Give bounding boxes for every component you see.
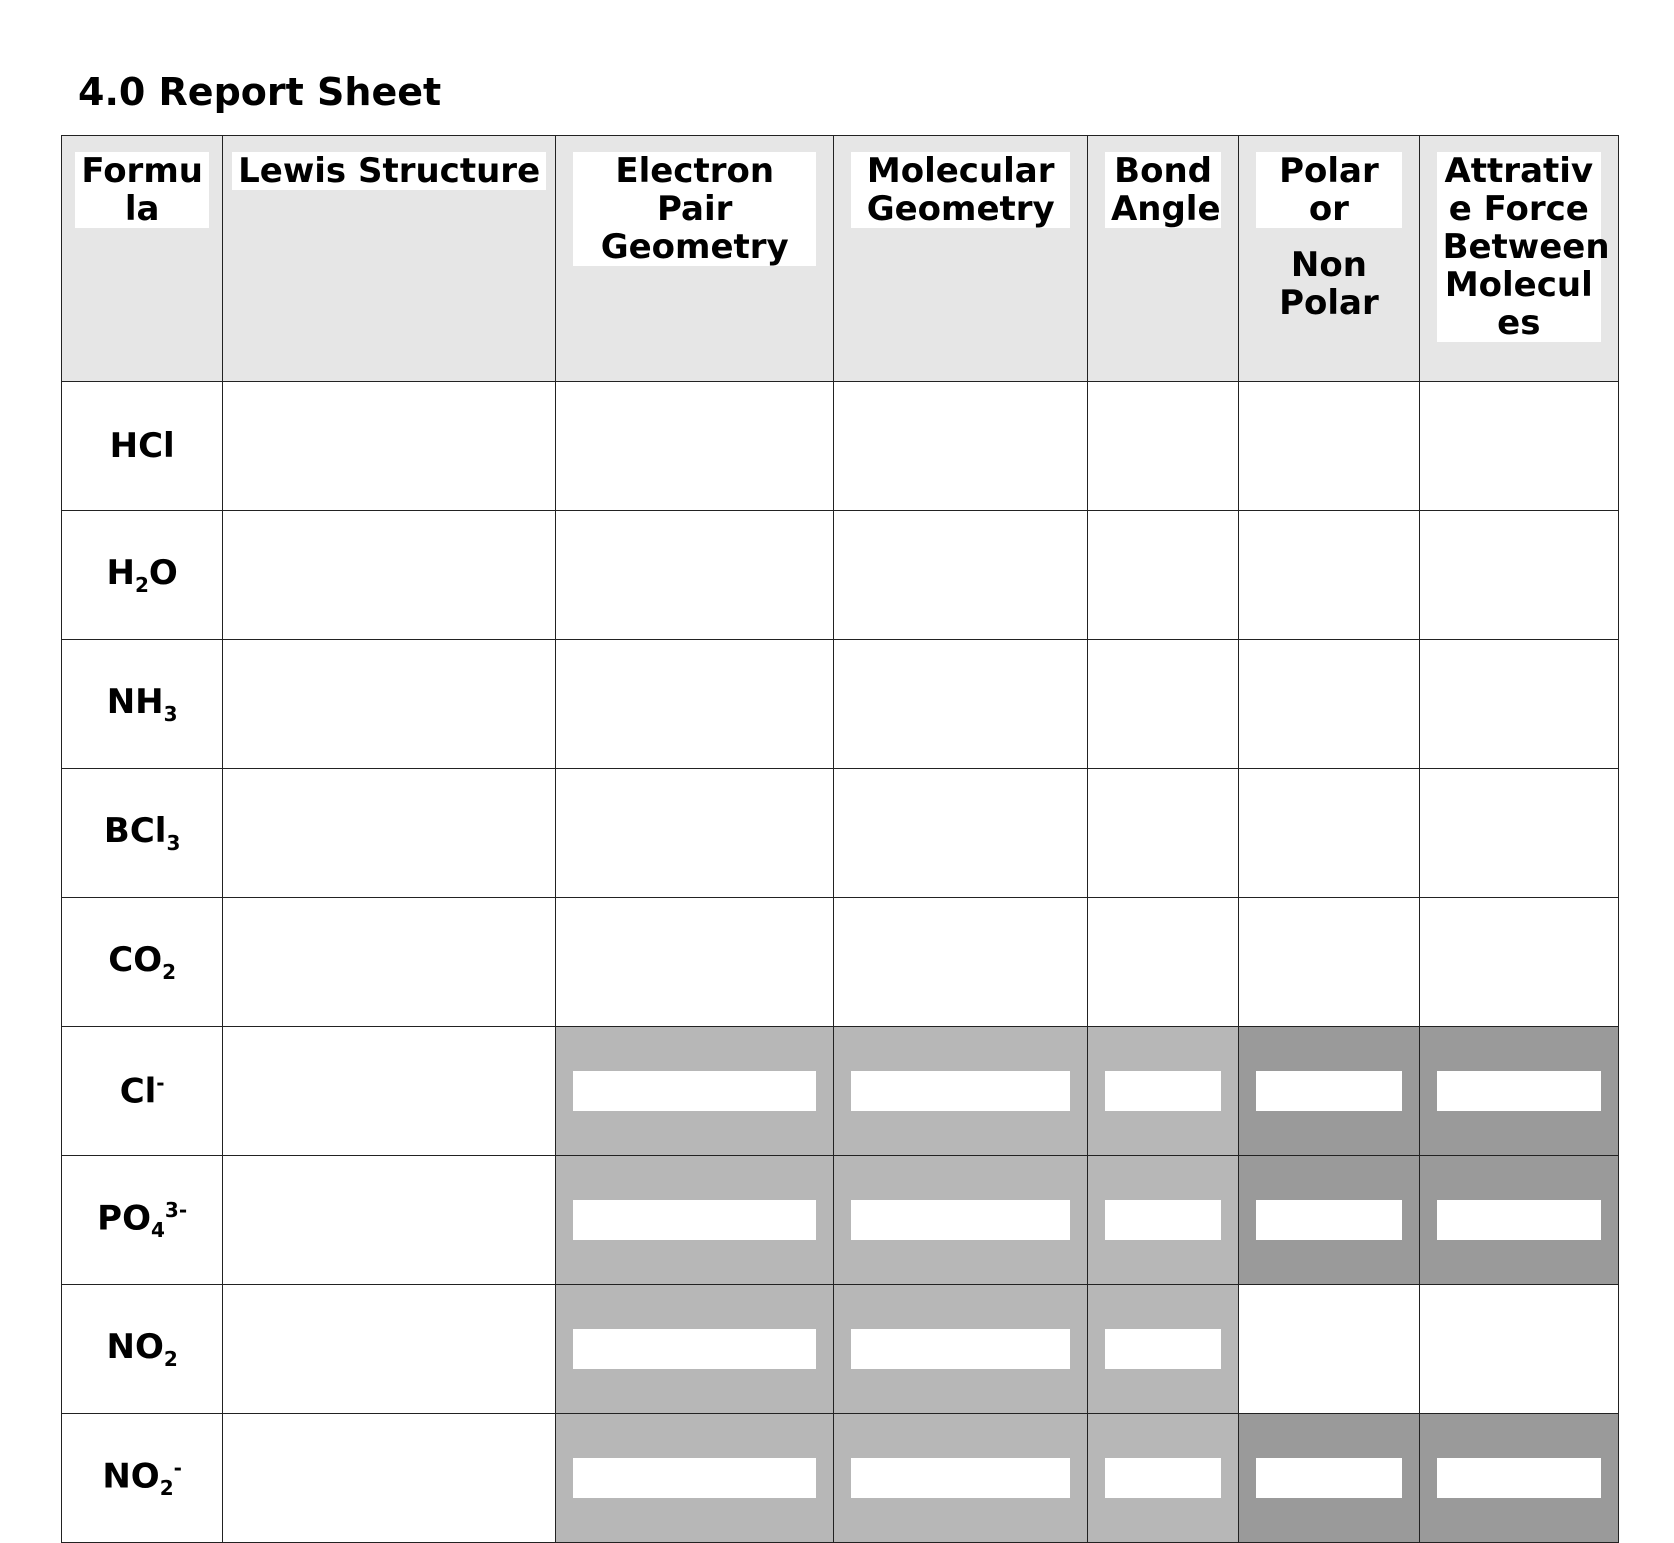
molecular-geometry-cell [834, 1285, 1087, 1414]
header-polarity: Polar or Non Polar [1239, 136, 1419, 382]
header-molecular-geometry: Molecular Geometry [834, 136, 1087, 382]
lewis-structure-cell[interactable] [223, 511, 556, 640]
molecular-geometry-input[interactable] [851, 1200, 1069, 1240]
molecular-geometry-cell [834, 1414, 1087, 1543]
molecular-geometry-cell [834, 1156, 1087, 1285]
page-title: 4.0 Report Sheet [78, 70, 442, 114]
molecular-geometry-cell [834, 1027, 1087, 1156]
polarity-input[interactable] [1256, 1071, 1401, 1111]
attractive-force-cell [1419, 1156, 1618, 1285]
electron-pair-cell[interactable] [555, 511, 834, 640]
electron-pair-cell[interactable] [555, 898, 834, 1027]
bond-angle-cell[interactable] [1087, 898, 1238, 1027]
lewis-structure-cell[interactable] [223, 1414, 556, 1543]
polarity-cell[interactable] [1239, 898, 1419, 1027]
electron-pair-input[interactable] [573, 1071, 817, 1111]
table-row-bcl3 [62, 769, 1619, 898]
lewis-structure-cell[interactable] [223, 769, 556, 898]
attractive-force-cell [1419, 1027, 1618, 1156]
bond-angle-input[interactable] [1105, 1329, 1221, 1369]
table-row-no2-ion [62, 1414, 1619, 1543]
attractive-force-cell[interactable] [1419, 769, 1618, 898]
bond-angle-cell[interactable] [1087, 769, 1238, 898]
formula-cell: HCl [62, 382, 223, 511]
formula-cell: BCl$_3$ [62, 769, 223, 898]
molecular-geometry-cell[interactable] [834, 382, 1087, 511]
bond-angle-cell [1087, 1285, 1238, 1414]
table-row-h2o [62, 511, 1619, 640]
table-row-no2 [62, 1285, 1619, 1414]
polarity-cell [1239, 1156, 1419, 1285]
formula-cell: $CO_2$ [62, 898, 223, 1027]
lewis-structure-cell[interactable] [223, 898, 556, 1027]
bond-angle-cell [1087, 1156, 1238, 1285]
polarity-cell[interactable] [1239, 640, 1419, 769]
polarity-cell[interactable] [1239, 1285, 1419, 1414]
formula-cell: $NO_2$ [62, 1285, 223, 1414]
molecular-geometry-cell[interactable] [834, 511, 1087, 640]
formula-cell: Cl- [62, 1027, 223, 1156]
report-table [61, 135, 1619, 1543]
electron-pair-cell [555, 1414, 834, 1543]
electron-pair-cell [555, 1027, 834, 1156]
attractive-force-cell[interactable] [1419, 511, 1618, 640]
polarity-input[interactable] [1256, 1458, 1401, 1498]
lewis-structure-cell[interactable] [223, 1027, 556, 1156]
lewis-structure-cell[interactable] [223, 1156, 556, 1285]
attractive-force-input[interactable] [1437, 1200, 1601, 1240]
electron-pair-cell [555, 1285, 834, 1414]
molecular-geometry-input[interactable] [851, 1071, 1069, 1111]
polarity-cell[interactable] [1239, 511, 1419, 640]
attractive-force-cell[interactable] [1419, 382, 1618, 511]
polarity-cell [1239, 1027, 1419, 1156]
table-row-cl-ion [62, 1027, 1619, 1156]
attractive-force-cell[interactable] [1419, 1285, 1618, 1414]
header-row [62, 136, 1619, 382]
lewis-structure-cell[interactable] [223, 1285, 556, 1414]
header-bond-angle: Bond Angle [1087, 136, 1238, 382]
table-row-nh3 [62, 640, 1619, 769]
electron-pair-cell[interactable] [555, 640, 834, 769]
lewis-structure-cell[interactable] [223, 640, 556, 769]
electron-pair-input[interactable] [573, 1200, 817, 1240]
bond-angle-cell[interactable] [1087, 511, 1238, 640]
molecular-geometry-cell[interactable] [834, 769, 1087, 898]
polarity-cell [1239, 1414, 1419, 1543]
header-lewis-structure: Lewis Structure [223, 136, 556, 382]
bond-angle-cell[interactable] [1087, 382, 1238, 511]
header-formula: Formu la [62, 136, 223, 382]
attractive-force-cell [1419, 1414, 1618, 1543]
bond-angle-cell[interactable] [1087, 640, 1238, 769]
polarity-cell[interactable] [1239, 382, 1419, 511]
formula-cell: $NH_3$ [62, 640, 223, 769]
attractive-force-cell[interactable] [1419, 898, 1618, 1027]
formula-cell: $H_2O$ [62, 511, 223, 640]
electron-pair-cell[interactable] [555, 769, 834, 898]
bond-angle-input[interactable] [1105, 1458, 1221, 1498]
molecular-geometry-cell[interactable] [834, 898, 1087, 1027]
molecular-geometry-input[interactable] [851, 1458, 1069, 1498]
formula-cell: $NO_2^-$ [62, 1414, 223, 1543]
bond-angle-input[interactable] [1105, 1071, 1221, 1111]
bond-angle-input[interactable] [1105, 1200, 1221, 1240]
table-row-po4-ion [62, 1156, 1619, 1285]
lewis-structure-cell[interactable] [223, 382, 556, 511]
molecular-geometry-input[interactable] [851, 1329, 1069, 1369]
electron-pair-input[interactable] [573, 1329, 817, 1369]
attractive-force-input[interactable] [1437, 1071, 1601, 1111]
polarity-input[interactable] [1256, 1200, 1401, 1240]
polarity-cell[interactable] [1239, 769, 1419, 898]
table-row-co2 [62, 898, 1619, 1027]
electron-pair-input[interactable] [573, 1458, 817, 1498]
attractive-force-cell[interactable] [1419, 640, 1618, 769]
attractive-force-input[interactable] [1437, 1458, 1601, 1498]
header-attractive-force: Attrativ e Force Between Molecul es [1419, 136, 1618, 382]
bond-angle-cell [1087, 1027, 1238, 1156]
header-electron-pair-geometry: Electron Pair Geometry [555, 136, 834, 382]
bond-angle-cell [1087, 1414, 1238, 1543]
molecular-geometry-cell[interactable] [834, 640, 1087, 769]
table-row-hcl [62, 382, 1619, 511]
electron-pair-cell [555, 1156, 834, 1285]
electron-pair-cell[interactable] [555, 382, 834, 511]
formula-cell: $PO_4^{3-}$ [62, 1156, 223, 1285]
